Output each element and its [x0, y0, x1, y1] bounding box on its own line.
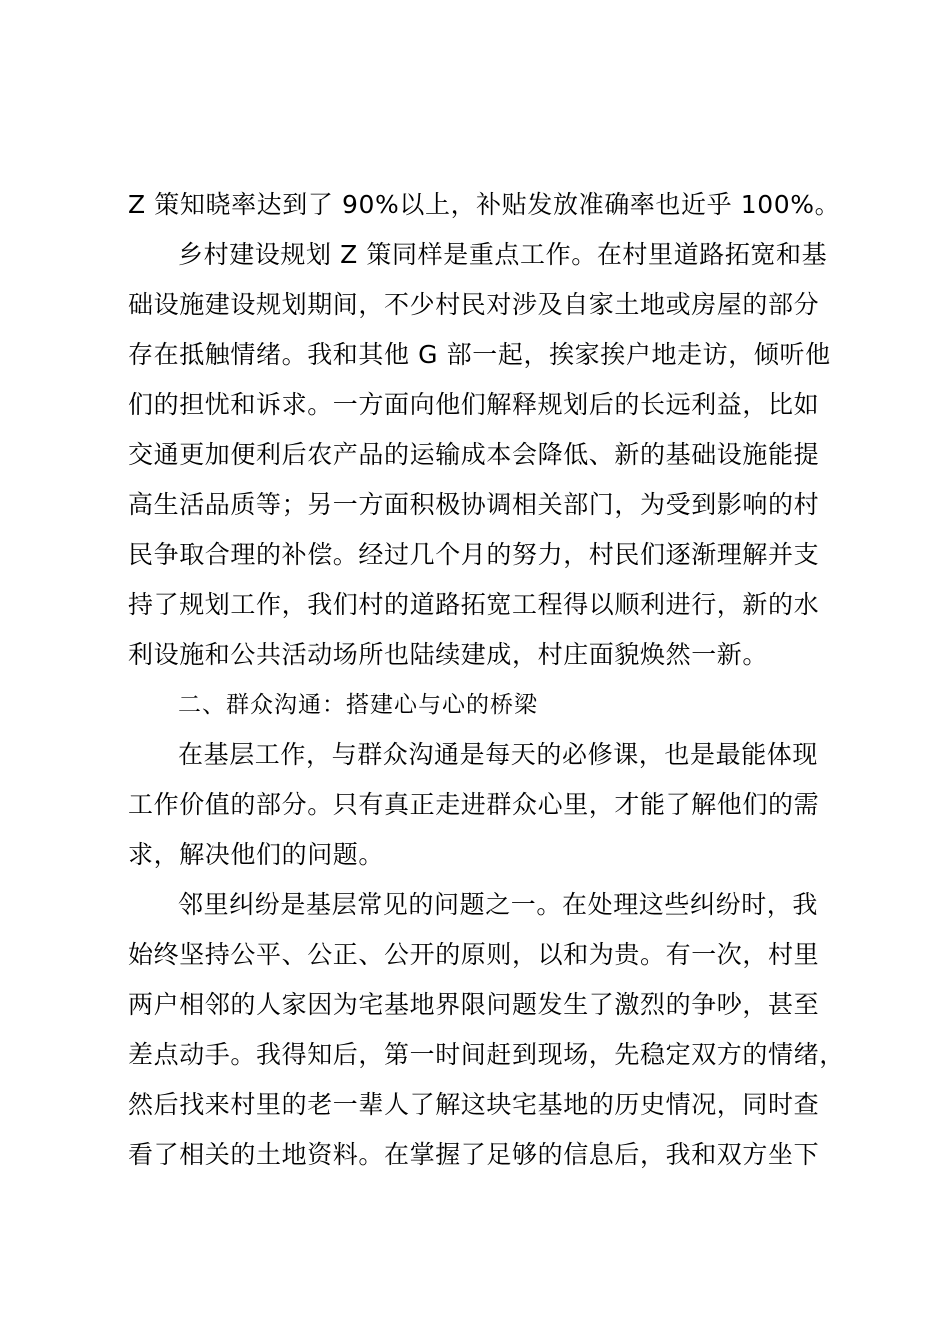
text-line-4: 存在抵触情绪。我和其他 G 部一起，挨家挨户地走访，倾听他: [128, 340, 831, 369]
text-line-6: 交通更加便利后农产品的运输成本会降低、新的基础设施能提: [128, 440, 820, 469]
paragraph-start-rural-planning: 乡村建设规划 Z 策同样是重点工作。在村里道路拓宽和基: [178, 240, 828, 269]
text-line-19: 然后找来村里的老一辈人了解这块宅基地的历史情况，同时查: [128, 1090, 820, 1119]
text-line-1: Z 策知晓率达到了 90%以上，补贴发放准确率也近乎 100%。: [128, 190, 841, 219]
paragraph-start-communication: 在基层工作，与群众沟通是每天的必修课，也是最能体现: [178, 740, 819, 769]
text-line-18: 差点动手。我得知后，第一时间赶到现场，先稳定双方的情绪，: [128, 1040, 845, 1069]
paragraph-start-disputes: 邻里纠纷是基层常见的问题之一。在处理这些纠纷时，我: [178, 890, 819, 919]
text-line-13: 工作价值的部分。只有真正走进群众心里，才能了解他们的需: [128, 790, 820, 819]
text-line-7: 高生活品质等；另一方面积极协调相关部门，为受到影响的村: [128, 490, 820, 519]
text-line-17: 两户相邻的人家因为宅基地界限问题发生了激烈的争吵，甚至: [128, 990, 820, 1019]
text-line-5: 们的担忧和诉求。一方面向他们解释规划后的长远利益，比如: [128, 390, 820, 419]
text-line-16: 始终坚持公平、公正、公开的原则，以和为贵。有一次，村里: [128, 940, 820, 969]
text-line-10: 利设施和公共活动场所也陆续建成，村庄面貌焕然一新。: [128, 640, 769, 669]
text-line-20: 看了相关的土地资料。在掌握了足够的信息后，我和双方坐下: [128, 1140, 820, 1169]
text-line-9: 持了规划工作，我们村的道路拓宽工程得以顺利进行，新的水: [128, 590, 820, 619]
text-line-3: 础设施建设规划期间，不少村民对涉及自家土地或房屋的部分: [128, 290, 820, 319]
text-line-8: 民争取合理的补偿。经过几个月的努力，村民们逐渐理解并支: [128, 540, 820, 569]
text-line-14: 求，解决他们的问题。: [128, 840, 385, 869]
section-heading: 二、群众沟通：搭建心与心的桥梁: [178, 692, 538, 718]
